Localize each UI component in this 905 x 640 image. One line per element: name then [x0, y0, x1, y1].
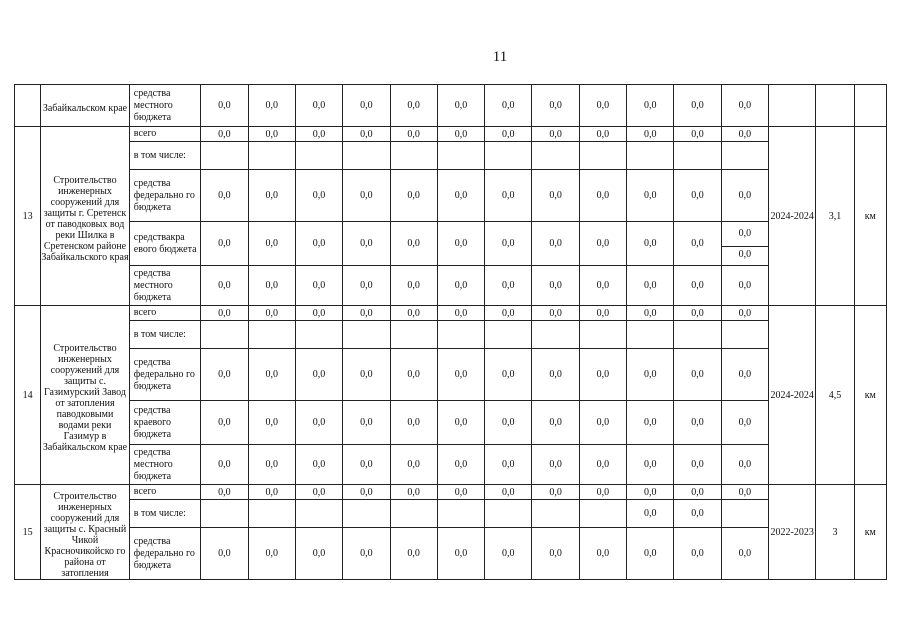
- value-cell: 0,0: [532, 445, 579, 485]
- value-cell: 0,0: [579, 170, 626, 222]
- row-index-cell: 14: [15, 306, 41, 485]
- value-cell: [201, 142, 248, 170]
- value-cell: 0,0: [390, 306, 437, 321]
- value-cell: 0,0: [343, 528, 390, 580]
- value-cell: 0,0: [201, 222, 248, 266]
- value-cell: 0,0: [485, 222, 532, 266]
- value-cell: 0,0: [201, 485, 248, 500]
- value-cell: 0,0: [485, 306, 532, 321]
- value-cell: 0,0: [201, 266, 248, 306]
- table-row: [15, 500, 887, 528]
- table-row: [15, 222, 887, 266]
- value-cell: [532, 500, 579, 528]
- value-cell: 0,0: [532, 349, 579, 401]
- row-index-cell: 13: [15, 127, 41, 306]
- table-row: [15, 401, 887, 445]
- value-cell: 0,0: [627, 349, 674, 401]
- value-cell: 0,0: [721, 306, 768, 321]
- value-cell: [674, 321, 721, 349]
- unit-cell: [854, 85, 886, 127]
- value-cell: [343, 321, 390, 349]
- value-cell: 0,0: [627, 306, 674, 321]
- value-cell: 0,0: [579, 306, 626, 321]
- value-cell: [721, 142, 768, 170]
- quantity-cell: 3: [816, 485, 854, 580]
- value-cell: 0,0: [390, 401, 437, 445]
- value-cell: 0,0: [248, 306, 295, 321]
- value-cell: [201, 500, 248, 528]
- value-cell: 0,0: [201, 127, 248, 142]
- value-cell: 0,0: [343, 485, 390, 500]
- table-row: [15, 321, 887, 349]
- row-index-cell: [15, 85, 41, 127]
- value-cell: [295, 500, 342, 528]
- value-cell: 0,0: [343, 349, 390, 401]
- project-name-cell: [41, 306, 130, 485]
- funding-source-cell: средствакра евого бюджета: [129, 222, 200, 266]
- value-cell: 0,0: [532, 401, 579, 445]
- value-cell: 0,0: [343, 85, 390, 127]
- funding-source-cell: в том числе:: [129, 142, 200, 170]
- value-cell: 0,0: [721, 445, 768, 485]
- value-cell: 0,0: [201, 445, 248, 485]
- value-cell: 0,0: [674, 401, 721, 445]
- value-cell: [579, 321, 626, 349]
- value-cell: 0,0: [437, 306, 484, 321]
- value-cell: [390, 142, 437, 170]
- table-row: [15, 170, 887, 222]
- value-cell: 0,0: [674, 85, 721, 127]
- table-row: [15, 349, 887, 401]
- value-cell: 0,0: [579, 127, 626, 142]
- value-cell: 0,0: [295, 170, 342, 222]
- value-cell: [390, 500, 437, 528]
- value-cell: 0,0: [248, 528, 295, 580]
- value-cell: 0,0: [627, 170, 674, 222]
- value-cell: 0,0: [579, 222, 626, 266]
- value-cell: 0,0: [627, 500, 674, 528]
- quantity-cell: 4,5: [816, 306, 854, 485]
- project-name: Строительство инженерных сооружений для защиты с. Газимурский Завод от затопления паводковыми водами реки Газимур в Забайкальском крае: [42, 343, 128, 453]
- value-cell: 0,0: [721, 528, 768, 580]
- value-cell: [627, 321, 674, 349]
- value-cell: 0,0: [201, 349, 248, 401]
- project-name-cell: [41, 127, 130, 306]
- value-cell: 0,0: [485, 85, 532, 127]
- value-cell: [248, 142, 295, 170]
- value-cell: 0,0: [627, 127, 674, 142]
- value-cell: 0,0: [201, 528, 248, 580]
- value-text: 0,0: [738, 248, 752, 260]
- value-cell: 0,0: [248, 85, 295, 127]
- value-cell: 0,0: [390, 528, 437, 580]
- value-cell: [532, 142, 579, 170]
- value-cell: 0,0: [627, 222, 674, 266]
- value-cell: 0,0: [248, 485, 295, 500]
- value-cell: 0,0: [248, 401, 295, 445]
- unit-cell: км: [854, 485, 886, 580]
- value-cell: 0,0: [485, 485, 532, 500]
- value-cell: 0,0: [579, 85, 626, 127]
- value-cell: 0,0: [343, 306, 390, 321]
- value-cell: 0,0: [248, 222, 295, 266]
- value-cell: 0,0: [674, 445, 721, 485]
- value-cell: [343, 500, 390, 528]
- funding-source-cell: всего: [129, 485, 200, 500]
- funding-source-cell: всего: [129, 306, 200, 321]
- value-cell: 0,0: [721, 170, 768, 222]
- value-cell: [485, 500, 532, 528]
- value-cell: 0,0: [485, 528, 532, 580]
- value-cell: 0,0: [721, 401, 768, 445]
- value-cell: 0,0: [627, 85, 674, 127]
- value-cell: 0,0: [579, 349, 626, 401]
- value-cell: 0,0: [437, 222, 484, 266]
- table-row: [15, 85, 887, 127]
- value-cell: 0,0: [295, 401, 342, 445]
- project-name-cell: [41, 485, 130, 580]
- value-cell: 0,0: [674, 170, 721, 222]
- value-cell: 0,0: [532, 266, 579, 306]
- value-cell: [295, 321, 342, 349]
- funding-source-cell: средства местного бюджета: [129, 266, 200, 306]
- value-cell: 0,0: [721, 85, 768, 127]
- value-cell: 0,0: [437, 127, 484, 142]
- funding-source-cell: средства федерально го бюджета: [129, 170, 200, 222]
- value-cell: 0,0: [390, 266, 437, 306]
- project-name: Строительство инженерных сооружений для защиты с. Красный Чикой Красночикойско го района от затопления: [43, 491, 127, 579]
- quantity-cell: [816, 85, 854, 127]
- value-cell: 0,0: [485, 170, 532, 222]
- value-cell: 0,0: [295, 222, 342, 266]
- value-cell: 0,0: [485, 266, 532, 306]
- value-cell: [201, 321, 248, 349]
- funding-source-cell: в том числе:: [129, 500, 200, 528]
- value-cell: 0,0: [485, 401, 532, 445]
- table-row: [15, 306, 887, 321]
- value-cell: 0,0: [532, 127, 579, 142]
- value-cell: 0,0: [674, 127, 721, 142]
- period-cell: [769, 85, 816, 127]
- value-cell: 0,0: [201, 85, 248, 127]
- value-cell: 0,0: [579, 266, 626, 306]
- value-cell: 0,0: [295, 485, 342, 500]
- value-cell: 0,0: [343, 127, 390, 142]
- funding-source-cell: всего: [129, 127, 200, 142]
- value-cell: 0,0: [437, 401, 484, 445]
- value-cell: 0,0: [627, 401, 674, 445]
- value-cell: 0,0: [390, 85, 437, 127]
- funding-source-cell: средства федерально го бюджета: [129, 349, 200, 401]
- value-cell: 0,0: [248, 127, 295, 142]
- value-cell: 0,0: [248, 349, 295, 401]
- project-name-cell: [41, 85, 130, 127]
- value-cell: 0,0: [674, 222, 721, 266]
- value-cell: [721, 222, 768, 266]
- value-cell: 0,0: [485, 445, 532, 485]
- value-cell: [248, 321, 295, 349]
- period-cell: 2022-2023: [769, 485, 816, 580]
- value-cell: 0,0: [485, 349, 532, 401]
- value-cell: 0,0: [295, 528, 342, 580]
- value-cell: 0,0: [437, 485, 484, 500]
- funding-source-cell: средства местного бюджета: [129, 445, 200, 485]
- value-cell: 0,0: [532, 306, 579, 321]
- unit-cell: км: [854, 127, 886, 306]
- table-row: [15, 142, 887, 170]
- value-cell: 0,0: [390, 127, 437, 142]
- project-name: Забайкальском крае: [42, 103, 128, 114]
- value-cell: [437, 500, 484, 528]
- value-cell: 0,0: [674, 266, 721, 306]
- period-cell: 2024-2024: [769, 127, 816, 306]
- value-cell: 0,0: [343, 266, 390, 306]
- value-cell: 0,0: [437, 445, 484, 485]
- value-cell: 0,0: [674, 500, 721, 528]
- value-cell: 0,0: [532, 222, 579, 266]
- value-cell: [485, 321, 532, 349]
- value-cell: 0,0: [437, 85, 484, 127]
- value-cell: [721, 321, 768, 349]
- value-cell: 0,0: [343, 170, 390, 222]
- value-cell: 0,0: [721, 266, 768, 306]
- value-cell: 0,0: [674, 306, 721, 321]
- value-cell: 0,0: [579, 485, 626, 500]
- budget-table: [14, 84, 887, 580]
- value-cell: 0,0: [674, 528, 721, 580]
- value-cell: 0,0: [721, 127, 768, 142]
- value-cell: 0,0: [343, 401, 390, 445]
- value-cell: 0,0: [579, 528, 626, 580]
- value-cell: 0,0: [343, 445, 390, 485]
- value-cell: [627, 142, 674, 170]
- value-cell: 0,0: [295, 85, 342, 127]
- value-cell: 0,0: [295, 445, 342, 485]
- value-cell: 0,0: [248, 266, 295, 306]
- value-cell: 0,0: [295, 266, 342, 306]
- value-cell: 0,0: [390, 222, 437, 266]
- value-cell: [343, 142, 390, 170]
- value-cell: 0,0: [295, 306, 342, 321]
- value-cell: 0,0: [201, 306, 248, 321]
- table-row: [15, 528, 887, 580]
- value-cell: [437, 142, 484, 170]
- period-cell: 2024-2024: [769, 306, 816, 485]
- funding-source-cell: средства федерально го бюджета: [129, 528, 200, 580]
- value-cell: [532, 321, 579, 349]
- value-cell: 0,0: [295, 349, 342, 401]
- value-cell: 0,0: [532, 170, 579, 222]
- value-cell: 0,0: [721, 485, 768, 500]
- page-number: 11: [492, 49, 508, 65]
- unit-cell: км: [854, 306, 886, 485]
- table-row: [15, 266, 887, 306]
- value-cell: 0,0: [579, 401, 626, 445]
- table-row: [15, 445, 887, 485]
- value-cell: 0,0: [579, 445, 626, 485]
- value-cell: 0,0: [674, 485, 721, 500]
- value-cell: 0,0: [390, 170, 437, 222]
- project-name: Строительство инженерных сооружений для защиты г. Сретенск от паводковых вод реки Шилка в Сретенском районе Забайкальского края: [41, 175, 129, 263]
- funding-source-cell: средства местного бюджета: [129, 85, 200, 127]
- value-cell: 0,0: [248, 445, 295, 485]
- value-text: 0,0: [722, 228, 768, 247]
- value-cell: 0,0: [437, 349, 484, 401]
- quantity-cell: 3,1: [816, 127, 854, 306]
- value-cell: 0,0: [437, 528, 484, 580]
- table-row: [15, 485, 887, 500]
- value-cell: 0,0: [627, 485, 674, 500]
- value-cell: [721, 500, 768, 528]
- value-cell: 0,0: [390, 485, 437, 500]
- value-cell: 0,0: [627, 445, 674, 485]
- value-cell: [390, 321, 437, 349]
- value-cell: 0,0: [721, 349, 768, 401]
- value-cell: 0,0: [201, 170, 248, 222]
- value-cell: 0,0: [201, 401, 248, 445]
- value-cell: [485, 142, 532, 170]
- value-cell: 0,0: [343, 222, 390, 266]
- value-cell: [295, 142, 342, 170]
- value-cell: [674, 142, 721, 170]
- table-row: [15, 127, 887, 142]
- funding-source-cell: средства краевого бюджета: [129, 401, 200, 445]
- value-cell: 0,0: [532, 528, 579, 580]
- value-cell: [248, 500, 295, 528]
- value-cell: 0,0: [674, 349, 721, 401]
- funding-source-cell: в том числе:: [129, 321, 200, 349]
- value-cell: 0,0: [627, 528, 674, 580]
- value-cell: 0,0: [532, 85, 579, 127]
- value-cell: 0,0: [437, 266, 484, 306]
- value-cell: [437, 321, 484, 349]
- value-cell: 0,0: [437, 170, 484, 222]
- value-cell: 0,0: [485, 127, 532, 142]
- row-index-cell: 15: [15, 485, 41, 580]
- value-cell: 0,0: [390, 349, 437, 401]
- value-cell: [579, 142, 626, 170]
- value-cell: [579, 500, 626, 528]
- value-cell: 0,0: [390, 445, 437, 485]
- value-cell: 0,0: [627, 266, 674, 306]
- value-cell: 0,0: [532, 485, 579, 500]
- value-cell: 0,0: [248, 170, 295, 222]
- value-cell: 0,0: [295, 127, 342, 142]
